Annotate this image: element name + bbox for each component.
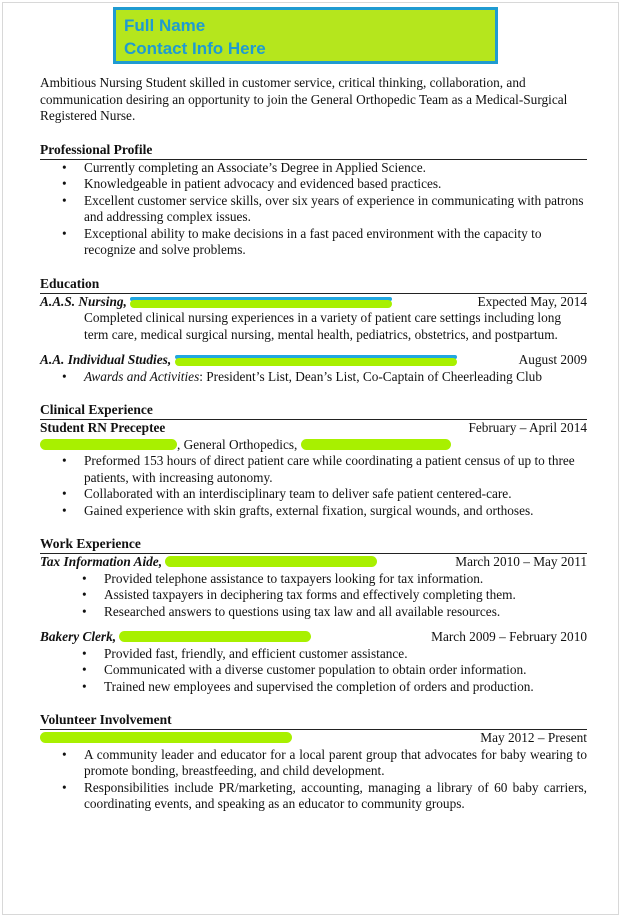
- education-aa-row: [40, 352, 587, 369]
- aa-date: August 2009: [518, 352, 587, 367]
- name-header-box: [113, 7, 498, 64]
- aas-detail: Completed clinical nursing experiences in a variety of patient care settings including long term care, medical surgical nursing, mental health, pediatrics, obstetrics, and postpartum.: [84, 310, 562, 342]
- awards-label: Awards and Activities: [84, 368, 200, 384]
- clinical-list: [40, 453, 587, 519]
- list-item: • Preformed 153 hours of direct patient care while coordinating a patient census of up to three patients, with increasing autonomy.: [84, 453, 587, 486]
- volunteer-row: [40, 730, 587, 747]
- clinical-unit-row: [40, 437, 587, 454]
- job-row: [40, 554, 587, 571]
- section-title-volunteer: Volunteer Involvement: [40, 712, 587, 730]
- full-name: Full Name: [124, 16, 206, 35]
- section-title-profile: Professional Profile: [40, 142, 587, 160]
- clinical-unit: , General Orthopedics,: [177, 436, 298, 452]
- redaction-mark: [175, 355, 457, 366]
- list-item: • Gained experience with skin grafts, external fixation, surgical wounds, and orthoses.: [84, 503, 587, 520]
- redaction-mark: [40, 732, 292, 743]
- section-title-education: Education: [40, 276, 587, 294]
- job-role: Bakery Clerk,: [40, 629, 117, 644]
- list-item: • Responsibilities include PR/marketing, accounting, managing a library of 60 baby carriers, coordinating events, and speaking as an educator to community groups.: [84, 780, 587, 813]
- section-title-work: Work Experience: [40, 536, 587, 554]
- job-row: [40, 629, 587, 646]
- job-list: [40, 646, 587, 696]
- list-item: [84, 369, 587, 386]
- job-list: [40, 571, 587, 621]
- list-item: • Knowledgeable in patient advocacy and evidenced based practices.: [84, 176, 587, 193]
- summary-paragraph: Ambitious Nursing Student skilled in customer service, critical thinking, collaboration, and communication desiring an opportunity to join the General Orthopedic Team as a Medical-Surgical Registered Nurse.: [40, 75, 568, 123]
- list-item: • Collaborated with an interdisciplinary team to deliver safe patient centered-care.: [84, 486, 587, 503]
- list-item: • Exceptional ability to make decisions in a fast paced environment with the capacity to recognize and solve problems.: [84, 226, 587, 259]
- aas-degree: A.A.S. Nursing,: [40, 293, 127, 309]
- list-item: • Currently completing an Associate’s Degree in Applied Science.: [84, 160, 587, 177]
- aa-degree: A.A. Individual Studies,: [40, 352, 172, 367]
- education-aas-row: [40, 294, 587, 311]
- aas-date: Expected May, 2014: [477, 293, 587, 309]
- job-date: March 2009 – February 2010: [431, 629, 587, 644]
- aa-list: [40, 369, 587, 386]
- clinical-date: February – April 2014: [468, 420, 587, 435]
- awards-text: : President’s List, Dean’s List, Co-Captain of Cheerleading Club: [199, 368, 542, 384]
- clinical-role-row: [40, 420, 587, 437]
- redaction-mark: [40, 439, 177, 450]
- list-item: • Excellent customer service skills, over six years of experience in communicating with patrons and addressing complex issues.: [84, 193, 587, 226]
- volunteer-list: [40, 747, 587, 813]
- resume-body: [40, 75, 587, 813]
- job-role: Tax Information Aide,: [40, 554, 163, 569]
- redaction-mark: [119, 631, 311, 642]
- redaction-mark: [301, 439, 451, 450]
- list-item: • Provided telephone assistance to taxpayers looking for tax information.: [104, 571, 587, 588]
- redaction-mark: [130, 297, 392, 308]
- list-item: • A community leader and educator for a local parent group that advocates for baby wearing to promote bonding, breastfeeding, and child development.: [84, 747, 587, 780]
- section-title-clinical: Clinical Experience: [40, 402, 587, 420]
- redaction-mark: [165, 556, 377, 567]
- volunteer-date: May 2012 – Present: [480, 730, 587, 745]
- clinical-role: Student RN Preceptee: [40, 420, 166, 435]
- list-item: • Trained new employees and supervised the completion of orders and production.: [104, 679, 587, 696]
- job-date: March 2010 – May 2011: [455, 554, 587, 569]
- list-item: • Provided fast, friendly, and efficient customer assistance.: [104, 646, 587, 663]
- profile-list: [40, 160, 587, 259]
- list-item: • Assisted taxpayers in deciphering tax forms and effectively completing them.: [104, 587, 587, 604]
- list-item: • Communicated with a diverse customer population to obtain order information.: [104, 662, 587, 679]
- list-item: • Researched answers to questions using tax law and all available resources.: [104, 604, 587, 621]
- contact-info: Contact Info Here: [124, 39, 266, 58]
